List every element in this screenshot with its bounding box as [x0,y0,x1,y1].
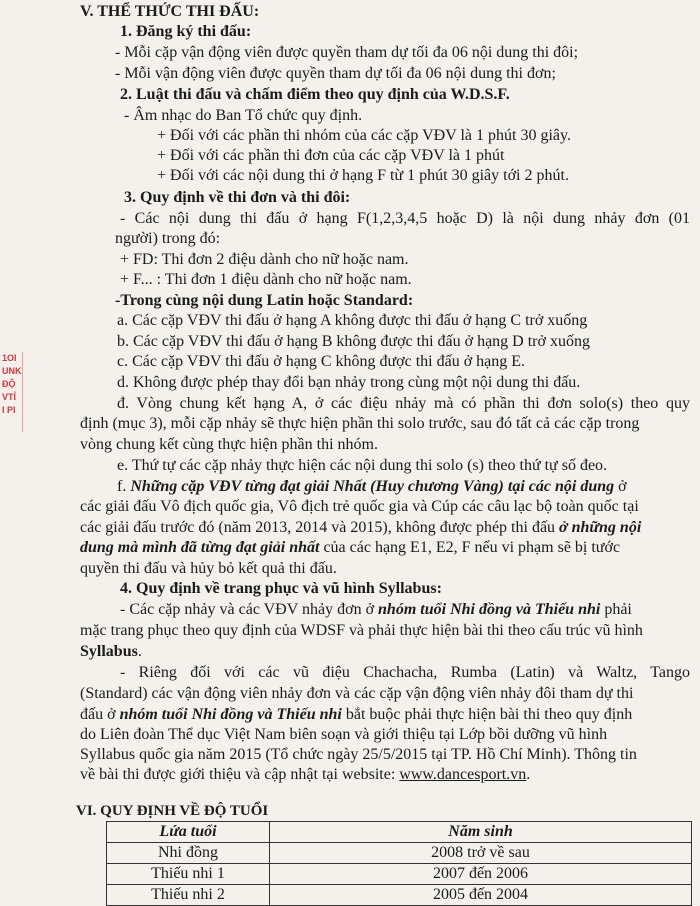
paragraph-line [120,600,632,620]
paragraph-line: - Âm nhạc do Ban Tổ chức quy định. [124,107,363,124]
list-item: đ. Vòng chung kết hạng A, ở các điệu nhảy mà có phần thi đơn solo(s) theo quy [117,395,690,412]
paragraph-line: (Standard) các vận động viên nhảy đơn và các cặp vận động viên nhảy đôi tham dự thi [80,685,634,702]
paragraph-line: các giải đấu Vô địch quốc gia, Vô địch trẻ quốc gia và Cúp các câu lạc bộ toàn quốc tại [80,498,639,515]
paragraph-line: quyền thi đấu và hủy bỏ kết quả thi đấu. [80,560,337,577]
birth-year-cell: 2007 đến 2006 [270,864,692,885]
text-run: của các hạng E1, E2, F nếu vi phạm sẽ bị tước [319,539,621,556]
stamp-text: I PI [2,405,16,415]
subsection-1-title: 1. Đăng ký thi đấu: [120,23,252,40]
subsection-4-title: 4. Quy định về trang phục và vũ hình Syllabus: [120,580,442,597]
emphasis-text: nhóm tuổi Nhi đồng và Thiếu nhi [119,706,342,723]
text-run: ở [614,478,627,495]
emphasis-text: ở những nội [559,519,642,536]
paragraph-line [80,518,641,538]
emphasis-text: Syllabus [80,643,138,660]
paragraph-line: + FD: Thi đơn 2 điệu dành cho nữ hoặc nam. [120,251,409,268]
list-item: b. Các cặp VĐV thi đấu ở hạng B không được thi đấu ở hạng D trở xuống [117,333,590,350]
subsection-2-title: 2. Luật thi đấu và chấm điểm theo quy định của W.D.S.F. [120,86,510,103]
table-row [107,843,692,864]
birth-year-cell: 2005 đến 2004 [270,885,692,906]
website-link[interactable]: www.dancesport.vn [399,766,527,783]
stamp-text: VTỈ [2,392,17,402]
paragraph-line: + Đối với các phần thi nhóm của các cặp VĐV là 1 phút 30 giây. [157,127,571,144]
emphasis-text: Những cặp VĐV từng đạt giải Nhất (Huy chương Vàng) tại các nội dung [130,478,615,495]
list-item: e. Thứ tự các cặp nhảy thực hiện các nội dung thi solo (s) theo thứ tự số đeo. [117,457,608,474]
text-run: f. [117,478,131,495]
paragraph-line [80,538,620,558]
paragraph-line: vòng chung kết cùng thực hiện phần thi nhóm. [80,436,378,453]
paragraph-line: + Đối với các phần thi đơn của các cặp VĐV là 1 phút [157,147,505,164]
emphasis-text: dung mà mình đã từng đạt giải nhất [80,539,320,556]
paragraph-line: - Các nội dung thi đấu ở hạng F(1,2,3,4,5 hoặc D) là nội dung nhảy đơn (01 [120,210,690,227]
list-item: d. Không được phép thay đổi bạn nhảy trong cùng một nội dung thi đấu. [117,374,581,391]
paragraph-line: + F... : Thi đơn 1 điệu dành cho nữ hoặc nam. [120,271,412,288]
stamp-text: ĐỘ [2,379,16,389]
table-header-row [107,822,692,843]
text-run: phải [600,601,632,618]
emphasis-text: nhóm tuổi Nhi đồng và Thiếu nhi [378,601,601,618]
birth-year-cell: 2008 trở về sau [270,843,692,864]
header-age-group: Lứa tuổi [107,822,270,843]
list-item: a. Các cặp VĐV thi đấu ở hạng A không được thi đấu ở hạng C trở xuống [117,312,588,329]
text-run: . [526,766,531,783]
list-item [117,477,627,497]
stamp-text: UNK [2,366,22,376]
red-stamp [0,352,23,432]
paragraph-line: do Liên đoàn Thể dục Việt Nam biên soạn và giới thiệu tại Lớp bồi dưỡng vũ hình [80,726,608,743]
paragraph-line: mặc trang phục theo quy định của WDSF và phải thực hiện bài thi theo cấu trúc vũ hình [80,622,643,639]
table-row [107,885,692,906]
age-group-cell: Thiếu nhi 2 [107,885,270,906]
section-5-title: V. THỂ THỨC THI ĐẤU: [80,3,260,20]
paragraph-line: định (mục 3), mỗi cặp nhảy sẽ thực hiện phần thi solo trước, sau đó tất cả các cặp trong [80,415,640,432]
header-birth-year: Năm sinh [270,822,692,843]
paragraph-line [80,642,142,662]
paragraph-line: - Mỗi vận động viên được quyền tham dự tối đa 06 nội dung thi đơn; [115,65,556,82]
text-run: các giải đấu trước đó (năm 2013, 2014 và 2015), không được phép thi đấu [80,519,560,536]
latin-standard-heading: -Trong cùng nội dung Latin hoặc Standard: [115,292,414,309]
stamp-text: 1OI [2,353,17,363]
text-run: đấu ở [80,706,120,723]
section-6-title: VI. QUY ĐỊNH VỀ ĐỘ TUỔI [76,803,269,819]
list-item: c. Các cặp VĐV thi đấu ở hạng C không được thi đấu ở hạng E. [117,353,526,370]
text-run: bắt buộc phải thực hiện bài thi theo quy định [341,706,633,723]
text-run: - Các cặp nhảy và các VĐV nhảy đơn ở [120,601,379,618]
paragraph-line: - Riêng đối với các vũ điệu Chachacha, Rumba (Latin) và Waltz, Tango [120,664,690,681]
subsection-3-title: 3. Quy định về thi đơn và thi đôi: [124,189,351,206]
age-group-cell: Nhi đồng [107,843,270,864]
paragraph-line [80,765,530,785]
age-table [106,821,692,906]
paragraph-line: - Mỗi cặp vận động viên được quyền tham dự tối đa 06 nội dung thi đôi; [115,44,579,61]
paragraph-line: người) trong đó: [115,230,221,247]
table-row [107,864,692,885]
text-run: về bài thi được giới thiệu và cập nhật tại website: [80,766,400,783]
paragraph-line: Syllabus quốc gia năm 2015 (Tổ chức ngày 25/5/2015 tại TP. Hồ Chí Minh). Thông tin [80,746,637,763]
paragraph-line [80,705,632,725]
paragraph-line: + Đối với các nội dung thi ở hạng F từ 1 phút 30 giây tới 2 phút. [157,167,569,184]
age-group-cell: Thiếu nhi 1 [107,864,270,885]
text-run: . [137,643,142,660]
